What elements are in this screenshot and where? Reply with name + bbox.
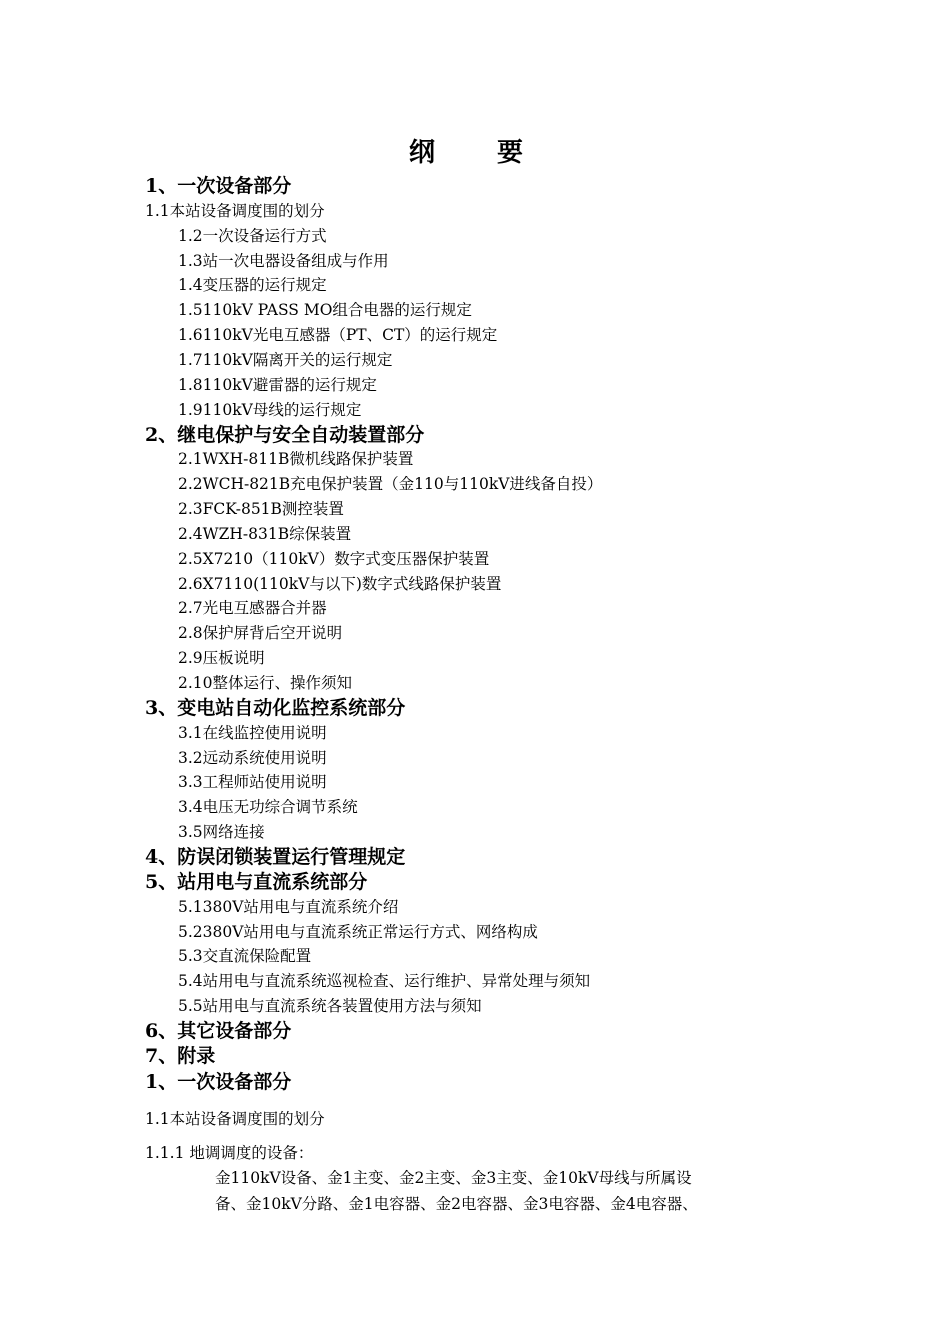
toc-heading: 5、站用电与直流系统部分 — [145, 870, 368, 893]
toc-item: 2.6X7110(110kV与以下)数字式线路保护装置 — [178, 574, 502, 593]
toc-heading: 7、附录 — [145, 1044, 216, 1067]
toc-item: 2.5X7210（110kV）数字式变压器保护装置 — [178, 549, 490, 568]
toc-heading: 3、变电站自动化监控系统部分 — [145, 696, 406, 719]
toc-heading: 4、防误闭锁装置运行管理规定 — [145, 845, 406, 868]
toc-item: 3.1在线监控使用说明 — [178, 723, 327, 742]
toc-item: 1.4变压器的运行规定 — [178, 276, 327, 295]
page-title: 纲 要 — [408, 138, 541, 168]
toc-item: 3.3工程师站使用说明 — [178, 773, 327, 792]
toc-item: 2.9压板说明 — [178, 649, 265, 668]
toc-item: 5.2380V站用电与直流系统正常运行方式、网络构成 — [178, 922, 538, 941]
toc-item: 1.6110kV光电互感器（PT、CT）的运行规定 — [178, 326, 498, 345]
toc-item: 5.1380V站用电与直流系统介绍 — [178, 897, 399, 916]
toc-item: 2.3FCK-851B测控装置 — [178, 500, 344, 519]
toc-heading: 6、其它设备部分 — [145, 1019, 292, 1042]
toc-item: 5.4站用电与直流系统巡视检查、运行维护、异常处理与须知 — [178, 972, 591, 991]
toc-item: 1.2一次设备运行方式 — [178, 226, 327, 245]
toc-item: 2.1WXH-811B微机线路保护装置 — [178, 450, 414, 469]
toc-item: 1.5110kV PASS MO组合电器的运行规定 — [178, 301, 472, 320]
toc-item: 5.5站用电与直流系统各装置使用方法与须知 — [178, 997, 482, 1016]
toc-item: 3.4电压无功综合调节系统 — [178, 798, 358, 817]
toc-item: 2.8保护屏背后空开说明 — [178, 624, 343, 643]
toc-heading: 2、继电保护与安全自动装置部分 — [145, 423, 425, 446]
toc-item: 1.1本站设备调度围的划分 — [145, 201, 325, 220]
item-heading: 1.1.1 地调调度的设备： — [145, 1144, 314, 1162]
toc-item: 2.4WZH-831B综保装置 — [178, 524, 352, 543]
subsection-heading: 1.1本站设备调度围的划分 — [145, 1110, 325, 1128]
toc-item: 1.7110kV隔离开关的运行规定 — [178, 350, 393, 369]
toc-item: 3.5网络连接 — [178, 823, 265, 842]
toc-item: 2.10整体运行、操作须知 — [178, 674, 353, 692]
section-heading: 1、一次设备部分 — [145, 1071, 292, 1093]
toc-item: 1.3站一次电器设备组成与作用 — [178, 251, 389, 270]
toc-item: 2.2WCH-821B充电保护装置（金110与110kV进线备自投） — [178, 475, 603, 494]
paragraph-line: 备、金10kV分路、金1电容器、金2电容器、金3电容器、金4电容器、 — [215, 1195, 698, 1213]
paragraph-line: 金110kV设备、金1主变、金2主变、金3主变、金10kV母线与所属设 — [215, 1169, 692, 1187]
toc-item: 1.9110kV母线的运行规定 — [178, 400, 362, 419]
toc-item: 2.7光电互感器合并器 — [178, 599, 327, 618]
toc-item: 5.3交直流保险配置 — [178, 947, 312, 966]
toc-item: 3.2远动系统使用说明 — [178, 748, 327, 767]
toc-item: 1.8110kV避雷器的运行规定 — [178, 375, 377, 394]
toc-heading: 1、一次设备部分 — [145, 175, 292, 197]
